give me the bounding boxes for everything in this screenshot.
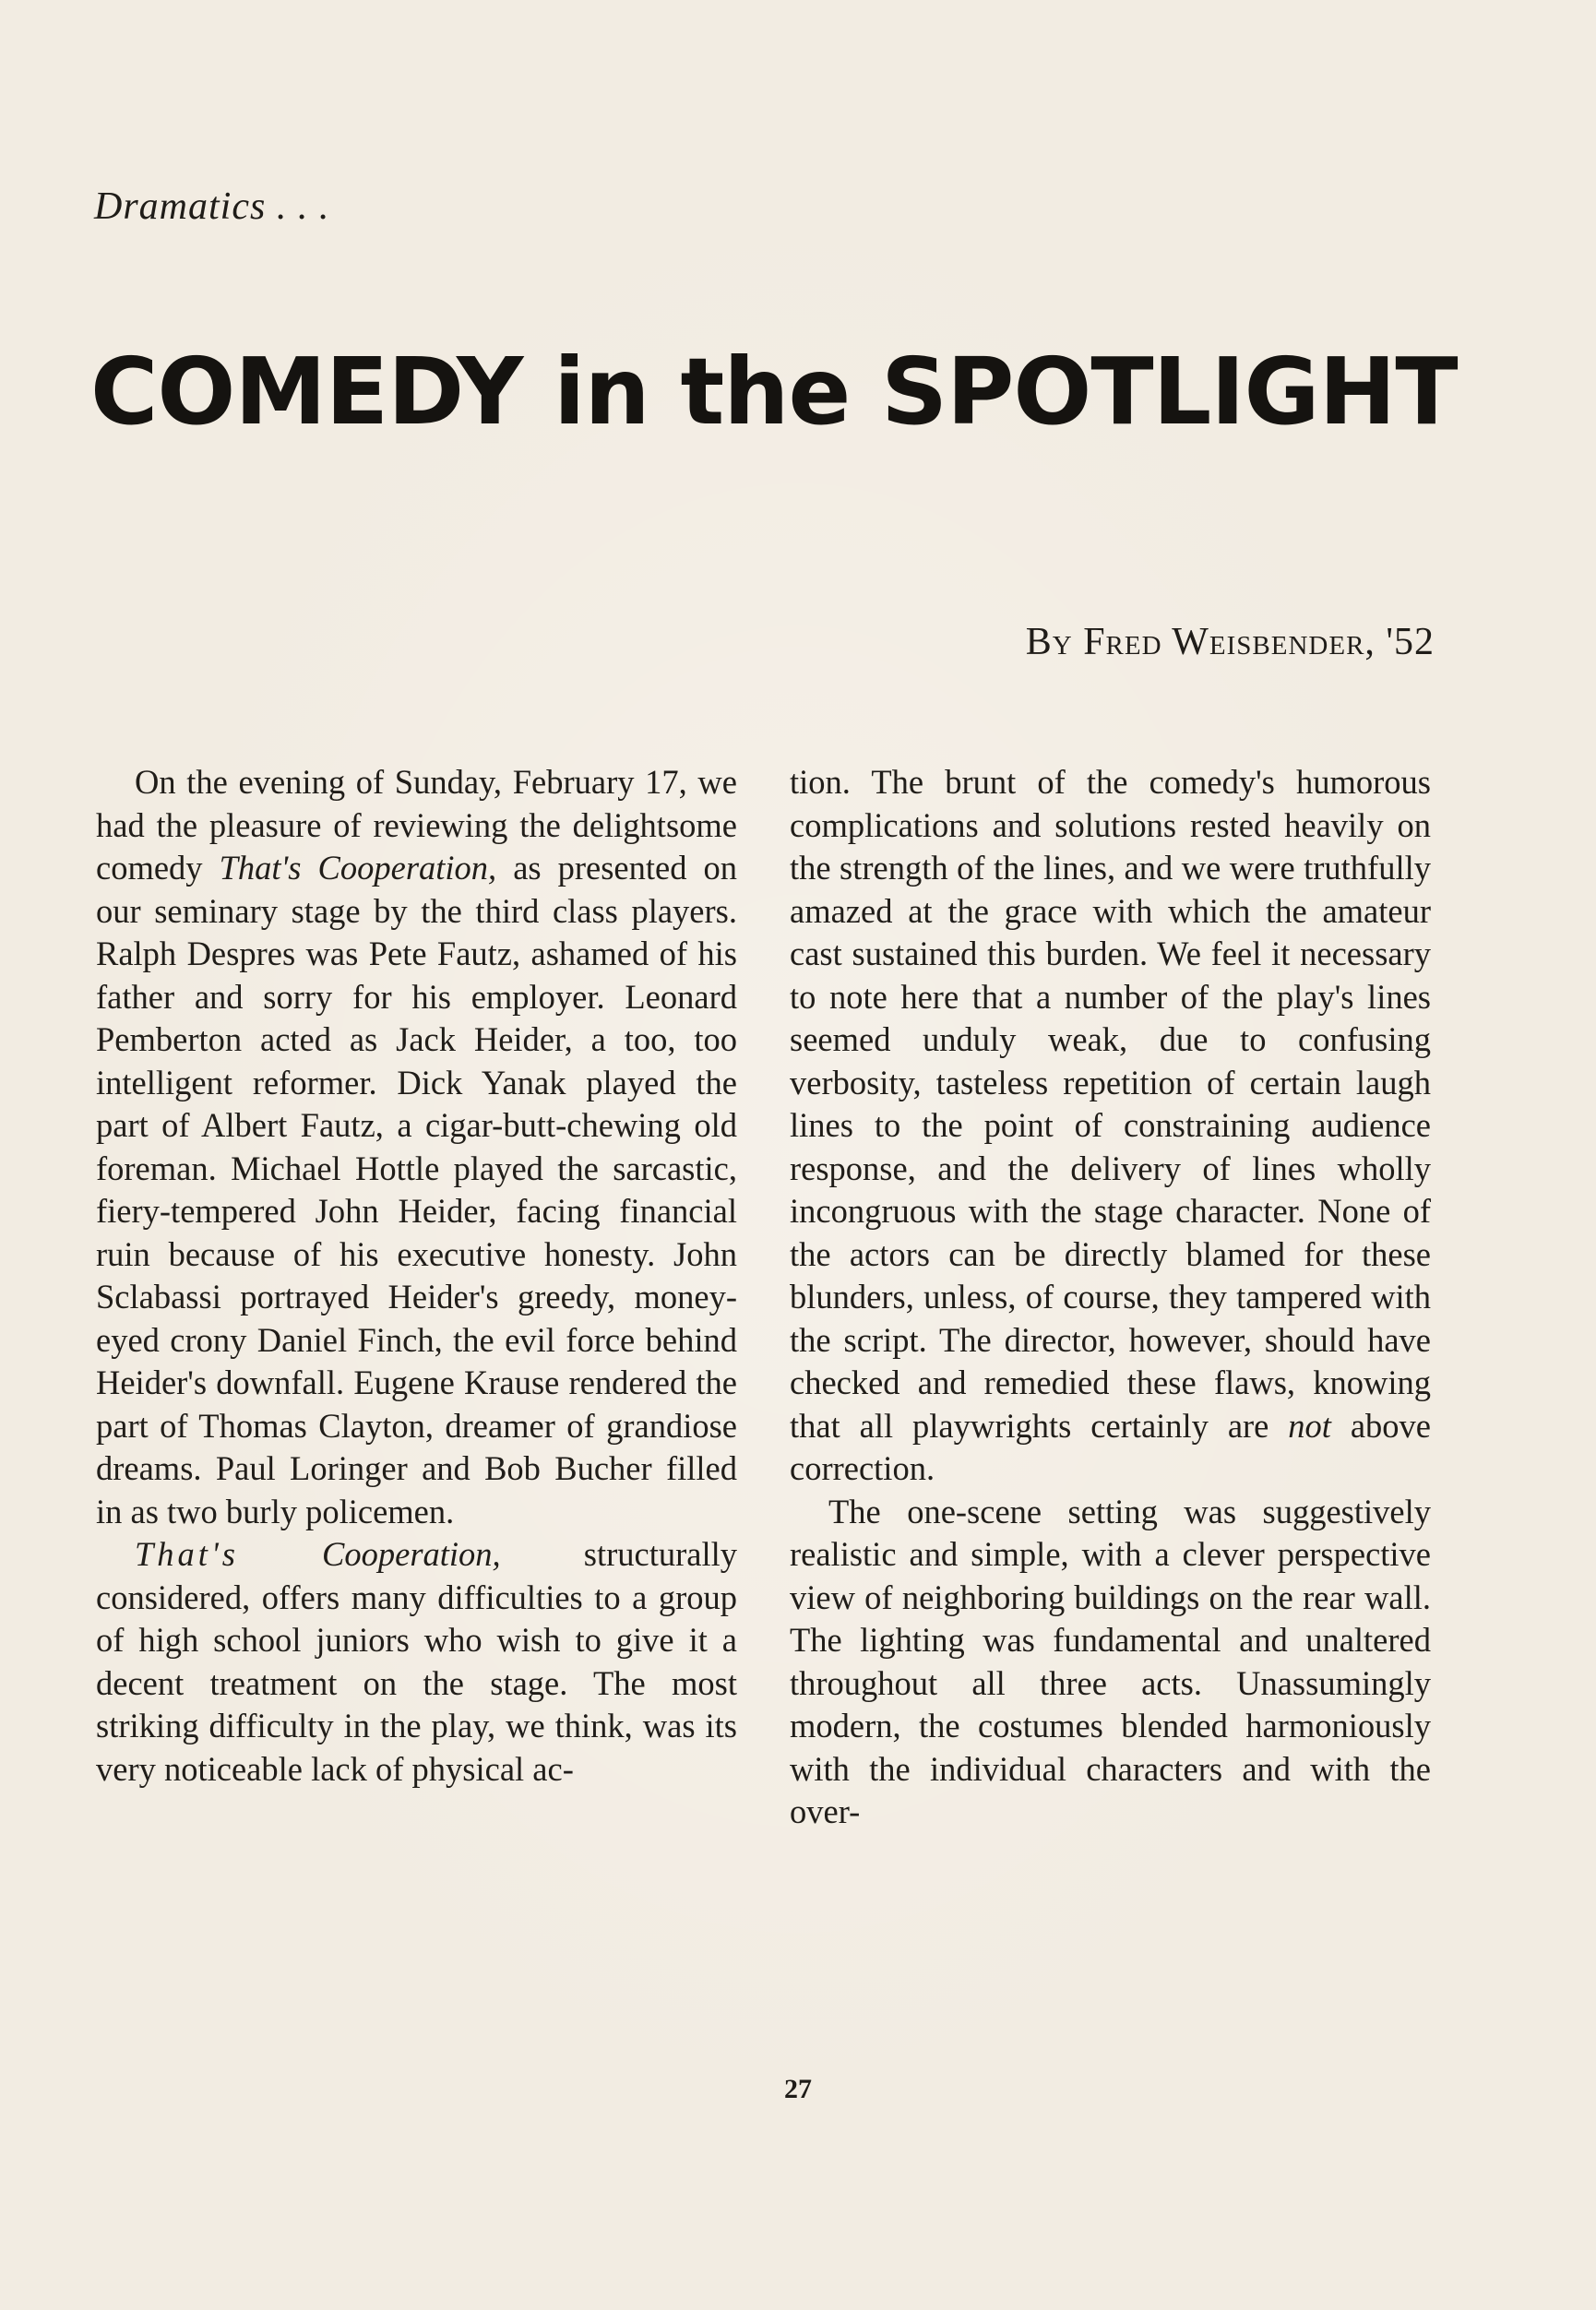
left-paragraph-2 — [96, 1533, 737, 1791]
article-headline: COMEDY in the SPOTLIGHT — [90, 338, 1458, 446]
section-label: Dramatics . . . — [94, 185, 330, 228]
left-paragraph-1 — [96, 761, 737, 1533]
right-paragraph-2 — [790, 1491, 1431, 1834]
play-title: That's Cooperation, — [219, 849, 497, 887]
page-number: 27 — [784, 2074, 812, 2104]
article-byline: By Fred Weisbender, '52 — [1025, 621, 1435, 663]
emphasis-not: not — [1288, 1406, 1331, 1445]
play-title-spaced: That's — [135, 1535, 239, 1573]
right-p1-text: tion. The brunt of the comedy's humorous complications and solutions rested heavily on the strength of the lines, and we were truthfully amazed at the grace with which the amateur cast sustained this burden. We feel it necessary to note here that a number of the play's lines seemed unduly weak, due to confusing verbosity, tasteless repetition of certain laugh lines to the point of constraining audience response, and the delivery of lines wholly incongruous with the stage character. None of the actors can be directly blamed for these blunders, unless, of course, they tampered with the script. The director, however, should have checked and remedied these flaws, knowing that all playwrights certainly are — [790, 763, 1431, 1445]
right-paragraph-1 — [790, 761, 1431, 1491]
right-p1-end: above correction. — [790, 1406, 1432, 1487]
left-p1-text-b: as presented on our seminary stage by the third class players. Ralph Despres was Pete Fautz, ashamed of his father and sorry for his employer. Leonard Pemberton acted as Jack Heider, a too, too intelligent reformer. Dick Yanak played the part of Albert Fautz, a cigar-butt-chewing old foreman. Michael Hottle played the sarcastic, fiery-tempered John Heider, facing financial ruin because of his executive honesty. John Sclabassi portrayed Heider's greedy, money-eyed crony Daniel Finch, the evil force behind Heider's downfall. Eugene Krause rendered the part of Thomas Clayton, dreamer of grandiose dreams. Paul Loringer and Bob Bucher filled in as two burly policemen. — [96, 849, 737, 1530]
play-title-rest: Cooperation, — [238, 1535, 501, 1573]
right-p2-text: The one-scene setting was suggestively realistic and simple, with a clever perspective view of neighboring buildings on the rear wall. The lighting was fundamental and unaltered throughout all three acts. Unassumingly modern, the costumes blended harmoniously with the individual characters and with the over- — [790, 1492, 1431, 1830]
left-p2-text: structurally considered, offers many difficulties to a group of high school juniors who wish to give it a decent treatment on the stage. The most striking difficulty in the play, we think, was its very noticeable lack of physical ac- — [96, 1535, 737, 1788]
left-column — [96, 761, 737, 1791]
left-p1-text-a: On the evening of Sunday, February 17, we had the pleasure of reviewing the delightsome comedy — [96, 763, 737, 887]
right-column — [790, 761, 1431, 1834]
